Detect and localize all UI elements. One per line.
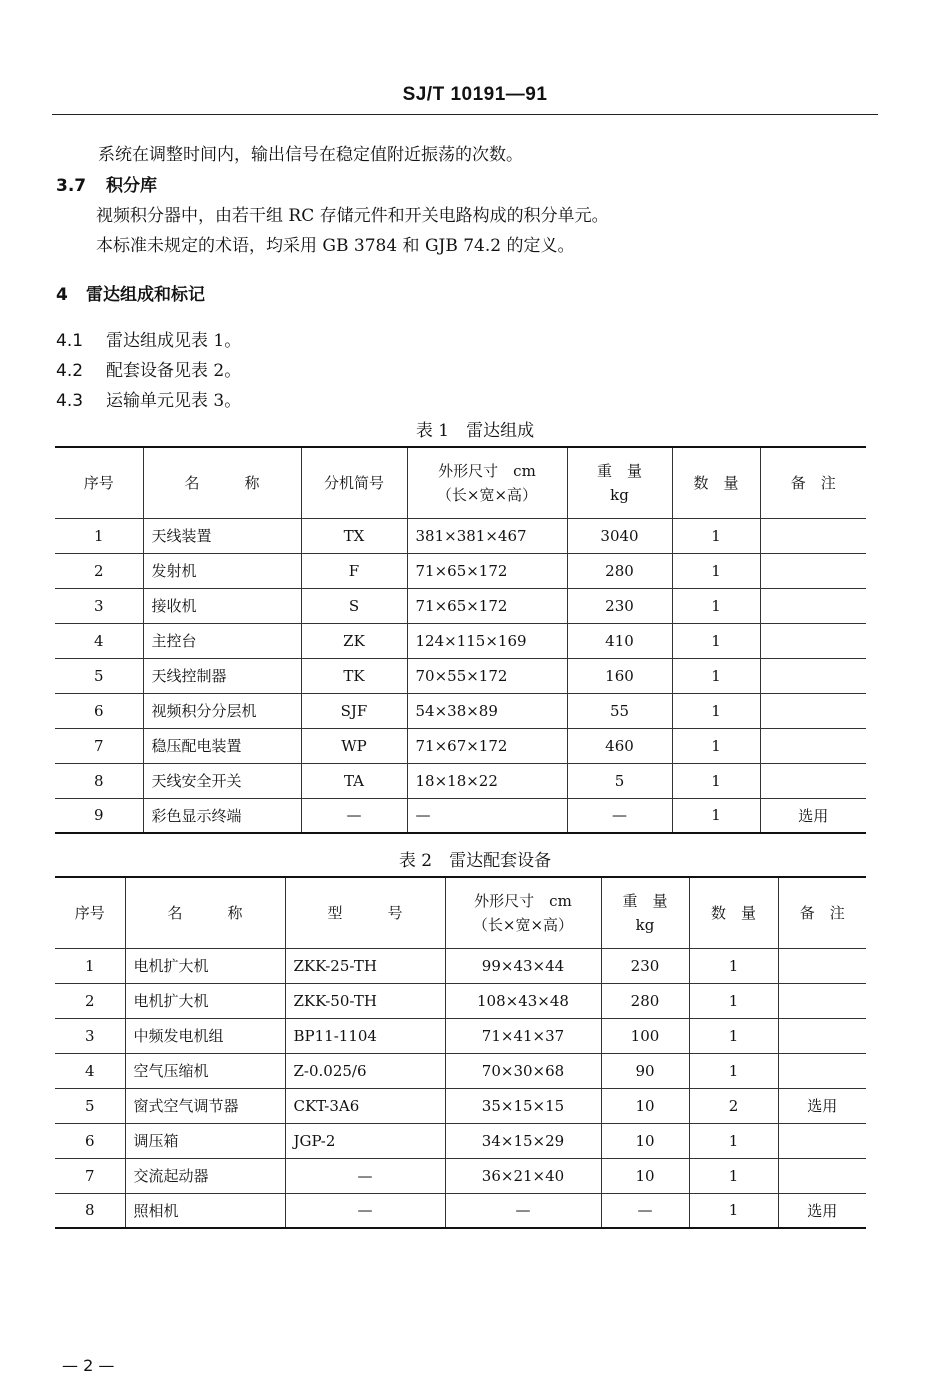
dimensions-label: 外形尺寸 cm — [438, 461, 536, 480]
cell-weight: 55 — [567, 693, 672, 728]
cell-weight: 160 — [567, 658, 672, 693]
cell-quantity: 1 — [689, 1018, 778, 1053]
cell-note — [760, 518, 866, 553]
cell-note: 选用 — [778, 1193, 866, 1228]
cell-note — [760, 658, 866, 693]
section-4-title: 雷达组成和标记 — [86, 285, 205, 305]
cell-seq: 7 — [55, 1158, 125, 1193]
dimensions-format: （长×宽×高） — [436, 485, 538, 504]
cell-seq: 6 — [55, 1123, 125, 1158]
cell-note — [778, 1158, 866, 1193]
cell-code: WP — [301, 728, 407, 763]
weight-unit: kg — [635, 915, 655, 934]
cell-quantity: 1 — [689, 948, 778, 983]
cell-quantity: 1 — [689, 1123, 778, 1158]
weight-unit: kg — [610, 485, 629, 504]
col-header-code: 分机简号 — [301, 447, 407, 518]
weight-label: 重 量 — [596, 461, 642, 480]
cell-weight: 100 — [601, 1018, 689, 1053]
table-1-caption: 表 1 雷达组成 — [415, 421, 535, 441]
section-3-7-title: 积分库 — [106, 176, 157, 196]
cell-seq: 8 — [55, 763, 143, 798]
cell-code: TK — [301, 658, 407, 693]
cell-dimensions: 34×15×29 — [445, 1123, 601, 1158]
col-header-weight — [567, 447, 672, 518]
cell-quantity: 1 — [672, 553, 760, 588]
cell-note — [778, 1018, 866, 1053]
table-row — [55, 1018, 866, 1053]
cell-code: SJF — [301, 693, 407, 728]
cell-weight: 460 — [567, 728, 672, 763]
cell-name: 主控台 — [143, 623, 301, 658]
cell-note — [778, 1123, 866, 1158]
cell-dimensions: 35×15×15 — [445, 1088, 601, 1123]
table-1 — [55, 446, 866, 834]
cell-dimensions: 54×38×89 — [407, 693, 567, 728]
cell-model: BP11-1104 — [285, 1018, 445, 1053]
cell-weight: 230 — [567, 588, 672, 623]
cell-weight: — — [601, 1193, 689, 1228]
cell-name: 调压箱 — [125, 1123, 285, 1158]
header-rule — [52, 114, 878, 115]
col-header-seq: 序号 — [55, 877, 125, 948]
cell-model: — — [285, 1193, 445, 1228]
table-row — [55, 798, 866, 833]
cell-weight: 90 — [601, 1053, 689, 1088]
cell-name: 窗式空气调节器 — [125, 1088, 285, 1123]
col-header-dimensions — [407, 447, 567, 518]
col-header-quantity: 数 量 — [689, 877, 778, 948]
col-header-note: 备 注 — [760, 447, 866, 518]
list-item — [56, 326, 241, 351]
list-item-text: 配套设备见表 2。 — [106, 361, 242, 381]
cell-quantity: 1 — [689, 1158, 778, 1193]
col-header-note: 备 注 — [778, 877, 866, 948]
table-row — [55, 588, 866, 623]
cell-seq: 3 — [55, 1018, 125, 1053]
cell-dimensions: — — [445, 1193, 601, 1228]
list-item-text: 雷达组成见表 1。 — [106, 331, 242, 351]
cell-model: ZKK-25-TH — [285, 948, 445, 983]
cell-name: 电机扩大机 — [125, 983, 285, 1018]
cell-weight: 280 — [567, 553, 672, 588]
list-item — [56, 356, 241, 381]
cell-name: 稳压配电装置 — [143, 728, 301, 763]
page-number: — 2 — — [62, 1356, 115, 1375]
cell-seq: 5 — [55, 1088, 125, 1123]
cell-quantity: 1 — [672, 693, 760, 728]
cell-name: 交流起动器 — [125, 1158, 285, 1193]
table-row — [55, 518, 866, 553]
table-row — [55, 1123, 866, 1158]
cell-code: F — [301, 553, 407, 588]
cell-quantity: 1 — [672, 518, 760, 553]
cell-note — [760, 728, 866, 763]
paragraph-line-3: 本标准未规定的术语，均采用 GB 3784 和 GJB 74.2 的定义。 — [96, 236, 575, 256]
cell-dimensions: — — [407, 798, 567, 833]
cell-weight: 3040 — [567, 518, 672, 553]
cell-code: TA — [301, 763, 407, 798]
paragraph-line-2: 视频积分器中，由若干组 RC 存储元件和开关电路构成的积分单元。 — [96, 206, 609, 226]
dimensions-label: 外形尺寸 cm — [474, 891, 572, 910]
list-item-number: 4.2 — [56, 361, 84, 381]
table-row — [55, 983, 866, 1018]
cell-weight: 410 — [567, 623, 672, 658]
cell-code: S — [301, 588, 407, 623]
table-2 — [55, 876, 866, 1229]
cell-seq: 4 — [55, 1053, 125, 1088]
cell-seq: 5 — [55, 658, 143, 693]
cell-seq: 7 — [55, 728, 143, 763]
table-row — [55, 553, 866, 588]
paragraph-line-1: 系统在调整时间内，输出信号在稳定值附近振荡的次数。 — [98, 145, 523, 165]
cell-code: ZK — [301, 623, 407, 658]
table-row — [55, 1158, 866, 1193]
weight-label: 重 量 — [622, 891, 668, 910]
cell-name: 接收机 — [143, 588, 301, 623]
cell-dimensions: 70×30×68 — [445, 1053, 601, 1088]
cell-name: 天线装置 — [143, 518, 301, 553]
cell-name: 天线安全开关 — [143, 763, 301, 798]
table-2-caption: 表 2 雷达配套设备 — [398, 851, 552, 871]
dimensions-format: （长×宽×高） — [472, 915, 574, 934]
cell-name: 天线控制器 — [143, 658, 301, 693]
cell-seq: 2 — [55, 553, 143, 588]
cell-name: 视频积分分层机 — [143, 693, 301, 728]
cell-note: 选用 — [778, 1088, 866, 1123]
section-3-7-heading — [56, 171, 157, 196]
cell-dimensions: 124×115×169 — [407, 623, 567, 658]
cell-dimensions: 70×55×172 — [407, 658, 567, 693]
section-3-7-number: 3.7 — [56, 176, 87, 196]
cell-quantity: 1 — [689, 983, 778, 1018]
table-row — [55, 658, 866, 693]
cell-quantity: 1 — [672, 798, 760, 833]
cell-quantity: 1 — [672, 623, 760, 658]
cell-model: JGP-2 — [285, 1123, 445, 1158]
list-item — [56, 386, 241, 411]
cell-model: ZKK-50-TH — [285, 983, 445, 1018]
cell-weight: 280 — [601, 983, 689, 1018]
cell-quantity: 1 — [672, 763, 760, 798]
col-header-name: 名 称 — [125, 877, 285, 948]
cell-dimensions: 71×65×172 — [407, 553, 567, 588]
cell-weight: 10 — [601, 1088, 689, 1123]
table-row — [55, 763, 866, 798]
cell-quantity: 1 — [672, 588, 760, 623]
cell-seq: 1 — [55, 518, 143, 553]
standard-code: SJ/T 10191—91 — [402, 84, 548, 105]
table-row — [55, 1053, 866, 1088]
col-header-seq: 序号 — [55, 447, 143, 518]
col-header-dimensions — [445, 877, 601, 948]
cell-model: — — [285, 1158, 445, 1193]
table-row — [55, 1193, 866, 1228]
cell-weight: — — [567, 798, 672, 833]
cell-seq: 6 — [55, 693, 143, 728]
cell-name: 空气压缩机 — [125, 1053, 285, 1088]
cell-note — [778, 983, 866, 1018]
table-row — [55, 948, 866, 983]
cell-dimensions: 36×21×40 — [445, 1158, 601, 1193]
section-4-number: 4 — [56, 285, 68, 305]
cell-weight: 10 — [601, 1158, 689, 1193]
cell-dimensions: 18×18×22 — [407, 763, 567, 798]
list-item-text: 运输单元见表 3。 — [106, 391, 242, 411]
cell-name: 中频发电机组 — [125, 1018, 285, 1053]
col-header-model: 型 号 — [285, 877, 445, 948]
cell-name: 电机扩大机 — [125, 948, 285, 983]
table-row — [55, 728, 866, 763]
cell-dimensions: 99×43×44 — [445, 948, 601, 983]
list-item-number: 4.3 — [56, 391, 84, 411]
table-header-row — [55, 877, 866, 948]
cell-name: 彩色显示终端 — [143, 798, 301, 833]
cell-weight: 230 — [601, 948, 689, 983]
cell-model: CKT-3A6 — [285, 1088, 445, 1123]
cell-quantity: 2 — [689, 1088, 778, 1123]
cell-dimensions: 108×43×48 — [445, 983, 601, 1018]
cell-note — [760, 693, 866, 728]
cell-note — [778, 1053, 866, 1088]
table-row — [55, 623, 866, 658]
cell-quantity: 1 — [672, 728, 760, 763]
table-row — [55, 693, 866, 728]
table-row — [55, 1088, 866, 1123]
cell-code: TX — [301, 518, 407, 553]
cell-note — [760, 588, 866, 623]
list-item-number: 4.1 — [56, 331, 84, 351]
cell-seq: 3 — [55, 588, 143, 623]
cell-weight: 10 — [601, 1123, 689, 1158]
cell-dimensions: 71×65×172 — [407, 588, 567, 623]
cell-seq: 8 — [55, 1193, 125, 1228]
cell-note: 选用 — [760, 798, 866, 833]
cell-code: — — [301, 798, 407, 833]
cell-name: 照相机 — [125, 1193, 285, 1228]
cell-note — [778, 948, 866, 983]
cell-quantity: 1 — [689, 1053, 778, 1088]
cell-note — [760, 553, 866, 588]
table-header-row — [55, 447, 866, 518]
cell-quantity: 1 — [672, 658, 760, 693]
cell-dimensions: 71×41×37 — [445, 1018, 601, 1053]
cell-weight: 5 — [567, 763, 672, 798]
cell-name: 发射机 — [143, 553, 301, 588]
cell-seq: 4 — [55, 623, 143, 658]
cell-seq: 9 — [55, 798, 143, 833]
cell-model: Z-0.025/6 — [285, 1053, 445, 1088]
col-header-name: 名 称 — [143, 447, 301, 518]
cell-seq: 1 — [55, 948, 125, 983]
col-header-quantity: 数 量 — [672, 447, 760, 518]
cell-dimensions: 381×381×467 — [407, 518, 567, 553]
cell-note — [760, 623, 866, 658]
cell-seq: 2 — [55, 983, 125, 1018]
section-4-heading — [56, 280, 205, 305]
cell-quantity: 1 — [689, 1193, 778, 1228]
col-header-weight — [601, 877, 689, 948]
cell-dimensions: 71×67×172 — [407, 728, 567, 763]
cell-note — [760, 763, 866, 798]
